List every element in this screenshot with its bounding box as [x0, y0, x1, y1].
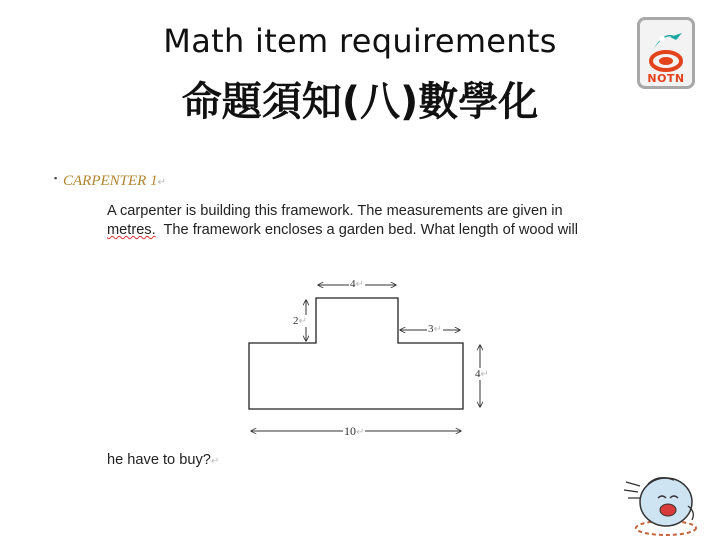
- slide-title-chinese: 命題須知(八)數學化: [181, 79, 539, 125]
- dimension-label-right: 3↵: [428, 323, 442, 335]
- dimension-label-height: 4↵: [475, 368, 489, 380]
- bullet-icon: ▪: [54, 173, 58, 183]
- dimension-label-bottom: 10↵: [344, 424, 365, 438]
- logo-text: NOTN: [647, 72, 685, 85]
- dimension-label-left: 2↵: [293, 315, 307, 327]
- paragraph-line-2-text: The framework encloses a garden bed. What length of wood will: [163, 222, 579, 238]
- item-title-text: CARPENTER 1: [63, 173, 158, 189]
- framework-outline: [249, 298, 463, 409]
- dimension-label-top: 4↵: [350, 278, 364, 290]
- paragraph-mark: ↵: [210, 456, 220, 467]
- slide-title-english: Math item requirements: [163, 22, 557, 60]
- question-closing: he have to buy?↵: [107, 452, 220, 468]
- paragraph-line-1: A carpenter is building this framework. The measurements are given in: [107, 203, 563, 219]
- crying-cartoon-icon: [618, 462, 702, 538]
- spelling-squiggle-word: metres.: [107, 222, 156, 238]
- paragraph-mark: ↵: [157, 177, 166, 188]
